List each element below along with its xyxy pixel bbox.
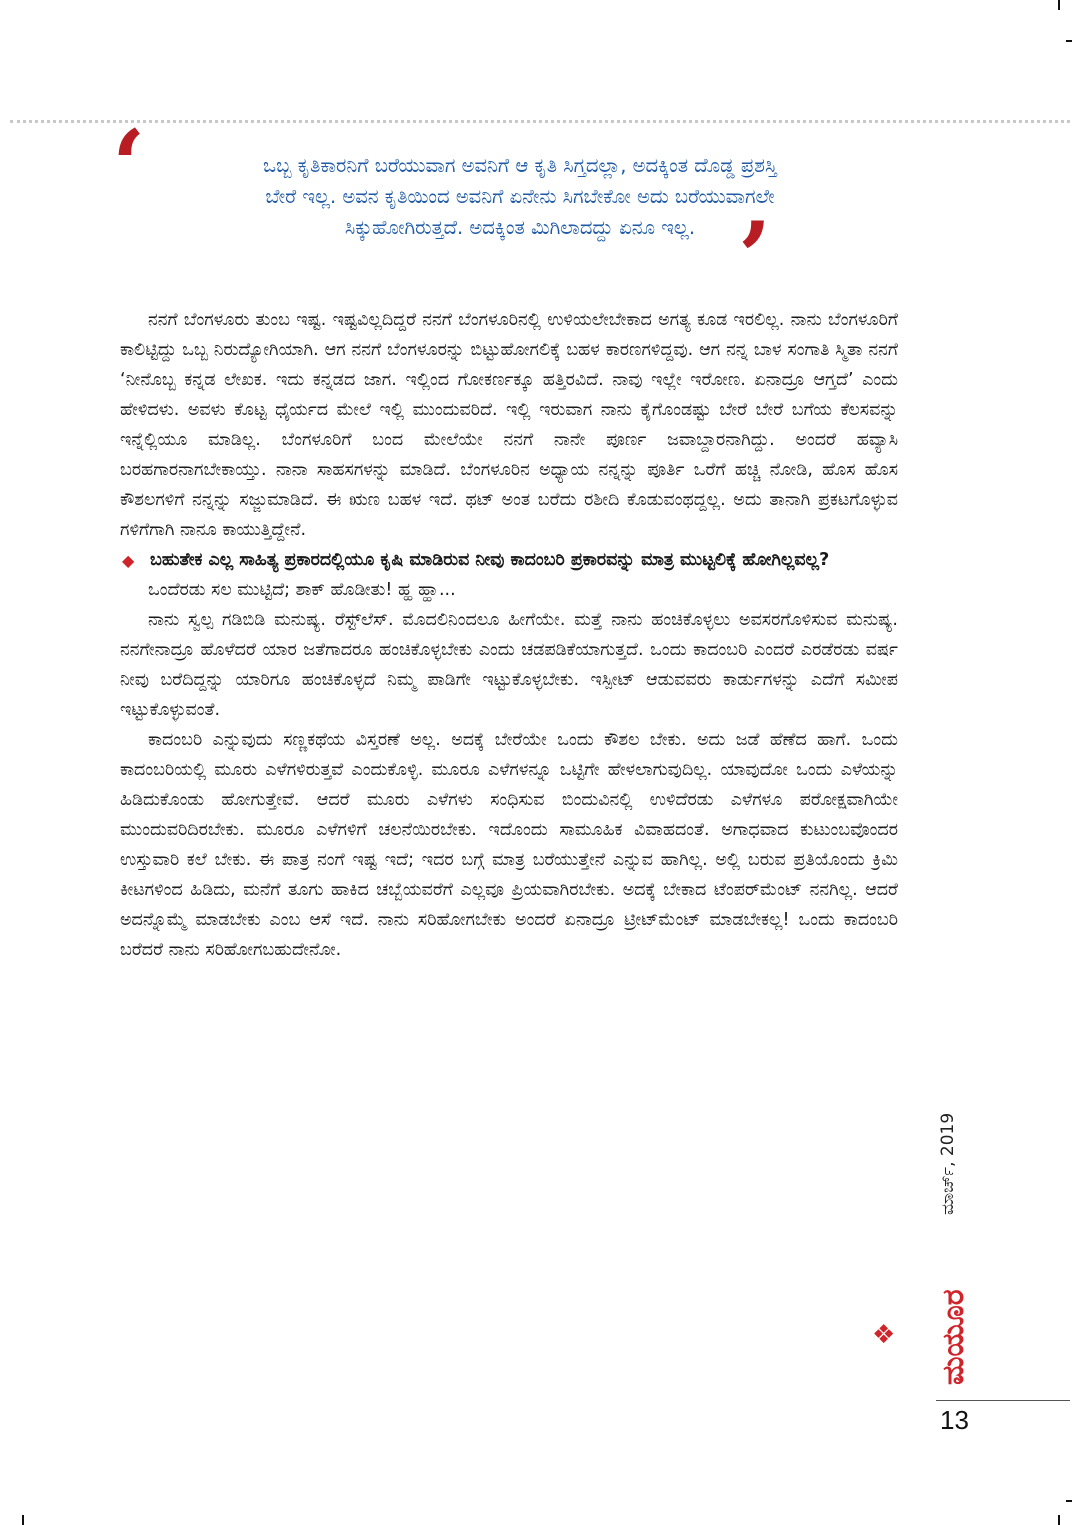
interview-question	[120, 545, 898, 575]
pull-quote-line: ಬೇರೆ ಇಲ್ಲ. ಅವನ ಕೃತಿಯಿಂದ ಅವನಿಗೆ ಏನೇನು ಸಿಗಬೇಕೋ ಅದು ಬರೆಯುವಾಗಲೇ	[265, 185, 775, 208]
pull-quote	[150, 150, 890, 243]
close-quote-mark: ’	[738, 201, 772, 314]
page-number-rule	[936, 1400, 1070, 1401]
magazine-logo: ಮಯೂರ	[936, 1289, 971, 1385]
open-quote-mark: ‘	[112, 109, 146, 222]
end-of-article-icon: ❖	[872, 1320, 896, 1350]
question-diamond-icon: ◆	[122, 551, 135, 570]
page-number: 13	[940, 1405, 969, 1435]
crop-mark	[1058, 1515, 1060, 1525]
crop-mark	[22, 1515, 24, 1525]
top-dotted-rule	[10, 120, 1070, 123]
pull-quote-line: ಸಿಕ್ಕುಹೋಗಿರುತ್ತದೆ. ಅದಕ್ಕಿಂತ ಮಿಗಿಲಾದದ್ದು ಏನೂ ಇಲ್ಲ.	[344, 216, 696, 239]
issue-date: ಮಾರ್ಚ್, 2019	[938, 1112, 958, 1215]
crop-mark	[1066, 40, 1072, 42]
pull-quote-line: ಒಬ್ಬ ಕೃತಿಕಾರನಿಗೆ ಬರೆಯುವಾಗ ಅವನಿಗೆ ಆ ಕೃತಿ ಸಿಗ್ತದಲ್ಲಾ, ಅದಕ್ಕಿಂತ ದೊಡ್ಡ ಪ್ರಶಸ್ತಿ	[263, 154, 777, 177]
paragraph: ಕಾದಂಬರಿ ಎನ್ನುವುದು ಸಣ್ಣಕಥೆಯ ವಿಸ್ತರಣೆ ಅಲ್ಲ. ಅದಕ್ಕೆ ಬೇರೆಯೇ ಒಂದು ಕೌಶಲ ಬೇಕು. ಅದು ಜಡೆ ಹೆಣೆದ ಹಾಗೆ. ಒಂದು ಕಾದಂಬರಿಯಲ್ಲಿ ಮೂರು ಎಳೆಗಳಿರುತ್ತವೆ ಎಂದುಕೊಳ್ಳಿ. ಮೂರೂ ಎಳೆಗಳನ್ನೂ ಒಟ್ಟಿಗೇ ಹೇಳಲಾಗುವುದಿಲ್ಲ. ಯಾವುದೋ ಒಂದು ಎಳೆಯನ್ನು ಹಿಡಿದುಕೊಂಡು ಹೋಗುತ್ತೇವೆ. ಆದರೆ ಮೂರು ಎಳೆಗಳು ಸಂಧಿಸುವ ಬಿಂದುವಿನಲ್ಲಿ ಉಳಿದೆರಡು ಎಳೆಗಳೂ ಪರೋಕ್ಷವಾಗಿಯೇ ಮುಂದುವರಿದಿರಬೇಕು. ಮೂರೂ ಎಳೆಗಳಿಗೆ ಚಲನೆಯಿರಬೇಕು. ಇದೊಂದು ಸಾಮೂಹಿಕ ವಿವಾಹದಂತೆ. ಅಗಾಧವಾದ ಕುಟುಂಬವೊಂದರ ಉಸ್ತುವಾರಿ ಕಲೆ ಬೇಕು. ಈ ಪಾತ್ರ ನಂಗೆ ಇಷ್ಟ ಇದೆ; ಇದರ ಬಗ್ಗೆ ಮಾತ್ರ ಬರೆಯುತ್ತೇನೆ ಎನ್ನುವ ಹಾಗಿಲ್ಲ. ಅಲ್ಲಿ ಬರುವ ಪ್ರತಿಯೊಂದು ಕ್ರಿಮಿ ಕೀಟಗಳಿಂದ ಹಿಡಿದು, ಮನೆಗೆ ತೂಗು ಹಾಕಿದ ಚಬ್ಬೆಯವರೆಗೆ ಎಲ್ಲವೂ ಪ್ರಿಯವಾಗಿರಬೇಕು. ಅದಕ್ಕೆ ಬೇಕಾದ ಟೆಂಪರ್‌ಮೆಂಟ್ ನನಗಿಲ್ಲ. ಆದರೆ ಅದನ್ನೊಮ್ಮೆ ಮಾಡಬೇಕು ಎಂಬ ಆಸೆ ಇದೆ. ನಾನು ಸರಿಹೋಗಬೇಕು ಅಂದರೆ ಏನಾದ್ರೂ ಟ್ರೀಟ್‌ಮೆಂಟ್ ಮಾಡಬೇಕಲ್ಲ! ಒಂದು ಕಾದಂಬರಿ ಬರೆದರೆ ನಾನು ಸರಿಹೋಗಬಹುದೇನೋ.	[120, 730, 898, 960]
article-body	[120, 305, 898, 965]
crop-mark	[1058, 0, 1060, 10]
crop-mark	[1066, 1500, 1072, 1502]
question-text: ಬಹುತೇಕ ಎಲ್ಲ ಸಾಹಿತ್ಯ ಪ್ರಕಾರದಲ್ಲಿಯೂ ಕೃಷಿ ಮಾಡಿರುವ ನೀವು ಕಾದಂಬರಿ ಪ್ರಕಾರವನ್ನು ಮಾತ್ರ ಮುಟ್ಟಲಿಕ್ಕೆ ಹೋಗಿಲ್ಲವಲ್ಲ?	[150, 550, 830, 570]
paragraph: ನಾನು ಸ್ವಲ್ಪ ಗಡಿಬಿಡಿ ಮನುಷ್ಯ. ರೆಸ್ಟ್‌ಲೆಸ್. ಮೊದಲಿನಿಂದಲೂ ಹೀಗೆಯೇ. ಮತ್ತೆ ನಾನು ಹಂಚಿಕೊಳ್ಳಲು ಅವಸರಗೊಳಿಸುವ ಮನುಷ್ಯ. ನನಗೇನಾದ್ರೂ ಹೊಳೆದರೆ ಯಾರ ಜತೆಗಾದರೂ ಹಂಚಿಕೊಳ್ಳಬೇಕು ಎಂದು ಚಡಪಡಿಕೆಯಾಗುತ್ತದೆ. ಒಂದು ಕಾದಂಬರಿ ಎಂದರೆ ಎರಡೆರಡು ವರ್ಷ ನೀವು ಬರೆದಿದ್ದನ್ನು ಯಾರಿಗೂ ಹಂಚಿಕೊಳ್ಳದೆ ನಿಮ್ಮ ಪಾಡಿಗೇ ಇಟ್ಟುಕೊಳ್ಳಬೇಕು. ಇಸ್ಪೀಟ್ ಆಡುವವರು ಕಾರ್ಡುಗಳನ್ನು ಎದೆಗೆ ಸಮೀಪ ಇಟ್ಟುಕೊಳ್ಳುವಂತೆ.	[120, 610, 898, 720]
answer-opening: ಒಂದೆರಡು ಸಲ ಮುಟ್ಟಿದೆ; ಶಾಕ್ ಹೊಡೀತು! ಹ್ಹ ಹ್ಹಾ...	[148, 580, 456, 600]
paragraph: ನನಗೆ ಬೆಂಗಳೂರು ತುಂಬ ಇಷ್ಟ. ಇಷ್ಟವಿಲ್ಲದಿದ್ದರೆ ನನಗೆ ಬೆಂಗಳೂರಿನಲ್ಲಿ ಉಳಿಯಲೇಬೇಕಾದ ಅಗತ್ಯ ಕೂಡ ಇರಲಿಲ್ಲ. ನಾನು ಬೆಂಗಳೂರಿಗೆ ಕಾಲಿಟ್ಟಿದ್ದು ಒಬ್ಬ ನಿರುದ್ಯೋಗಿಯಾಗಿ. ಆಗ ನನಗೆ ಬೆಂಗಳೂರನ್ನು ಬಿಟ್ಟುಹೋಗಲಿಕ್ಕೆ ಬಹಳ ಕಾರಣಗಳಿದ್ದವು. ಆಗ ನನ್ನ ಬಾಳ ಸಂಗಾತಿ ಸ್ಮಿತಾ ನನಗೆ ‘ನೀನೊಬ್ಬ ಕನ್ನಡ ಲೇಖಕ. ಇದು ಕನ್ನಡದ ಜಾಗ. ಇಲ್ಲಿಂದ ಗೋಕರ್ಣಕ್ಕೂ ಹತ್ತಿರವಿದೆ. ನಾವು ಇಲ್ಲೇ ಇರೋಣ. ಏನಾದ್ರೂ ಆಗ್ತದೆ’ ಎಂದು ಹೇಳಿದಳು. ಅವಳು ಕೊಟ್ಟ ಧೈರ್ಯದ ಮೇಲೆ ಇಲ್ಲಿ ಮುಂದುವರಿದೆ. ಇಲ್ಲಿ ಇರುವಾಗ ನಾನು ಕೈಗೊಂಡಷ್ಟು ಬೇರೆ ಬೇರೆ ಬಗೆಯ ಕೆಲಸವನ್ನು ಇನ್ನೆಲ್ಲಿಯೂ ಮಾಡಿಲ್ಲ. ಬೆಂಗಳೂರಿಗೆ ಬಂದ ಮೇಲೆಯೇ ನನಗೆ ನಾನೇ ಪೂರ್ಣ ಜವಾಬ್ದಾರನಾಗಿದ್ದು. ಅಂದರೆ ಹವ್ಯಾಸಿ ಬರಹಗಾರನಾಗಬೇಕಾಯ್ತು. ನಾನಾ ಸಾಹಸಗಳನ್ನು ಮಾಡಿದೆ. ಬೆಂಗಳೂರಿನ ಅಧ್ಯಾಯ ನನ್ನನ್ನು ಪೂರ್ತಿ ಒರೆಗೆ ಹಚ್ಚಿ ನೋಡಿ, ಹೊಸ ಹೊಸ ಕೌಶಲಗಳಿಗೆ ನನ್ನನ್ನು ಸಜ್ಜುಮಾಡಿದೆ. ಈ ಋಣ ಬಹಳ ಇದೆ. ಥಟ್ ಅಂತ ಬರೆದು ರಶೀದಿ ಕೊಡುವಂಥದ್ದಲ್ಲ. ಅದು ತಾನಾಗಿ ಪ್ರಕಟಗೊಳ್ಳುವ ಗಳಿಗೆಗಾಗಿ ನಾನೂ ಕಾಯುತ್ತಿದ್ದೇನೆ.	[120, 310, 898, 540]
